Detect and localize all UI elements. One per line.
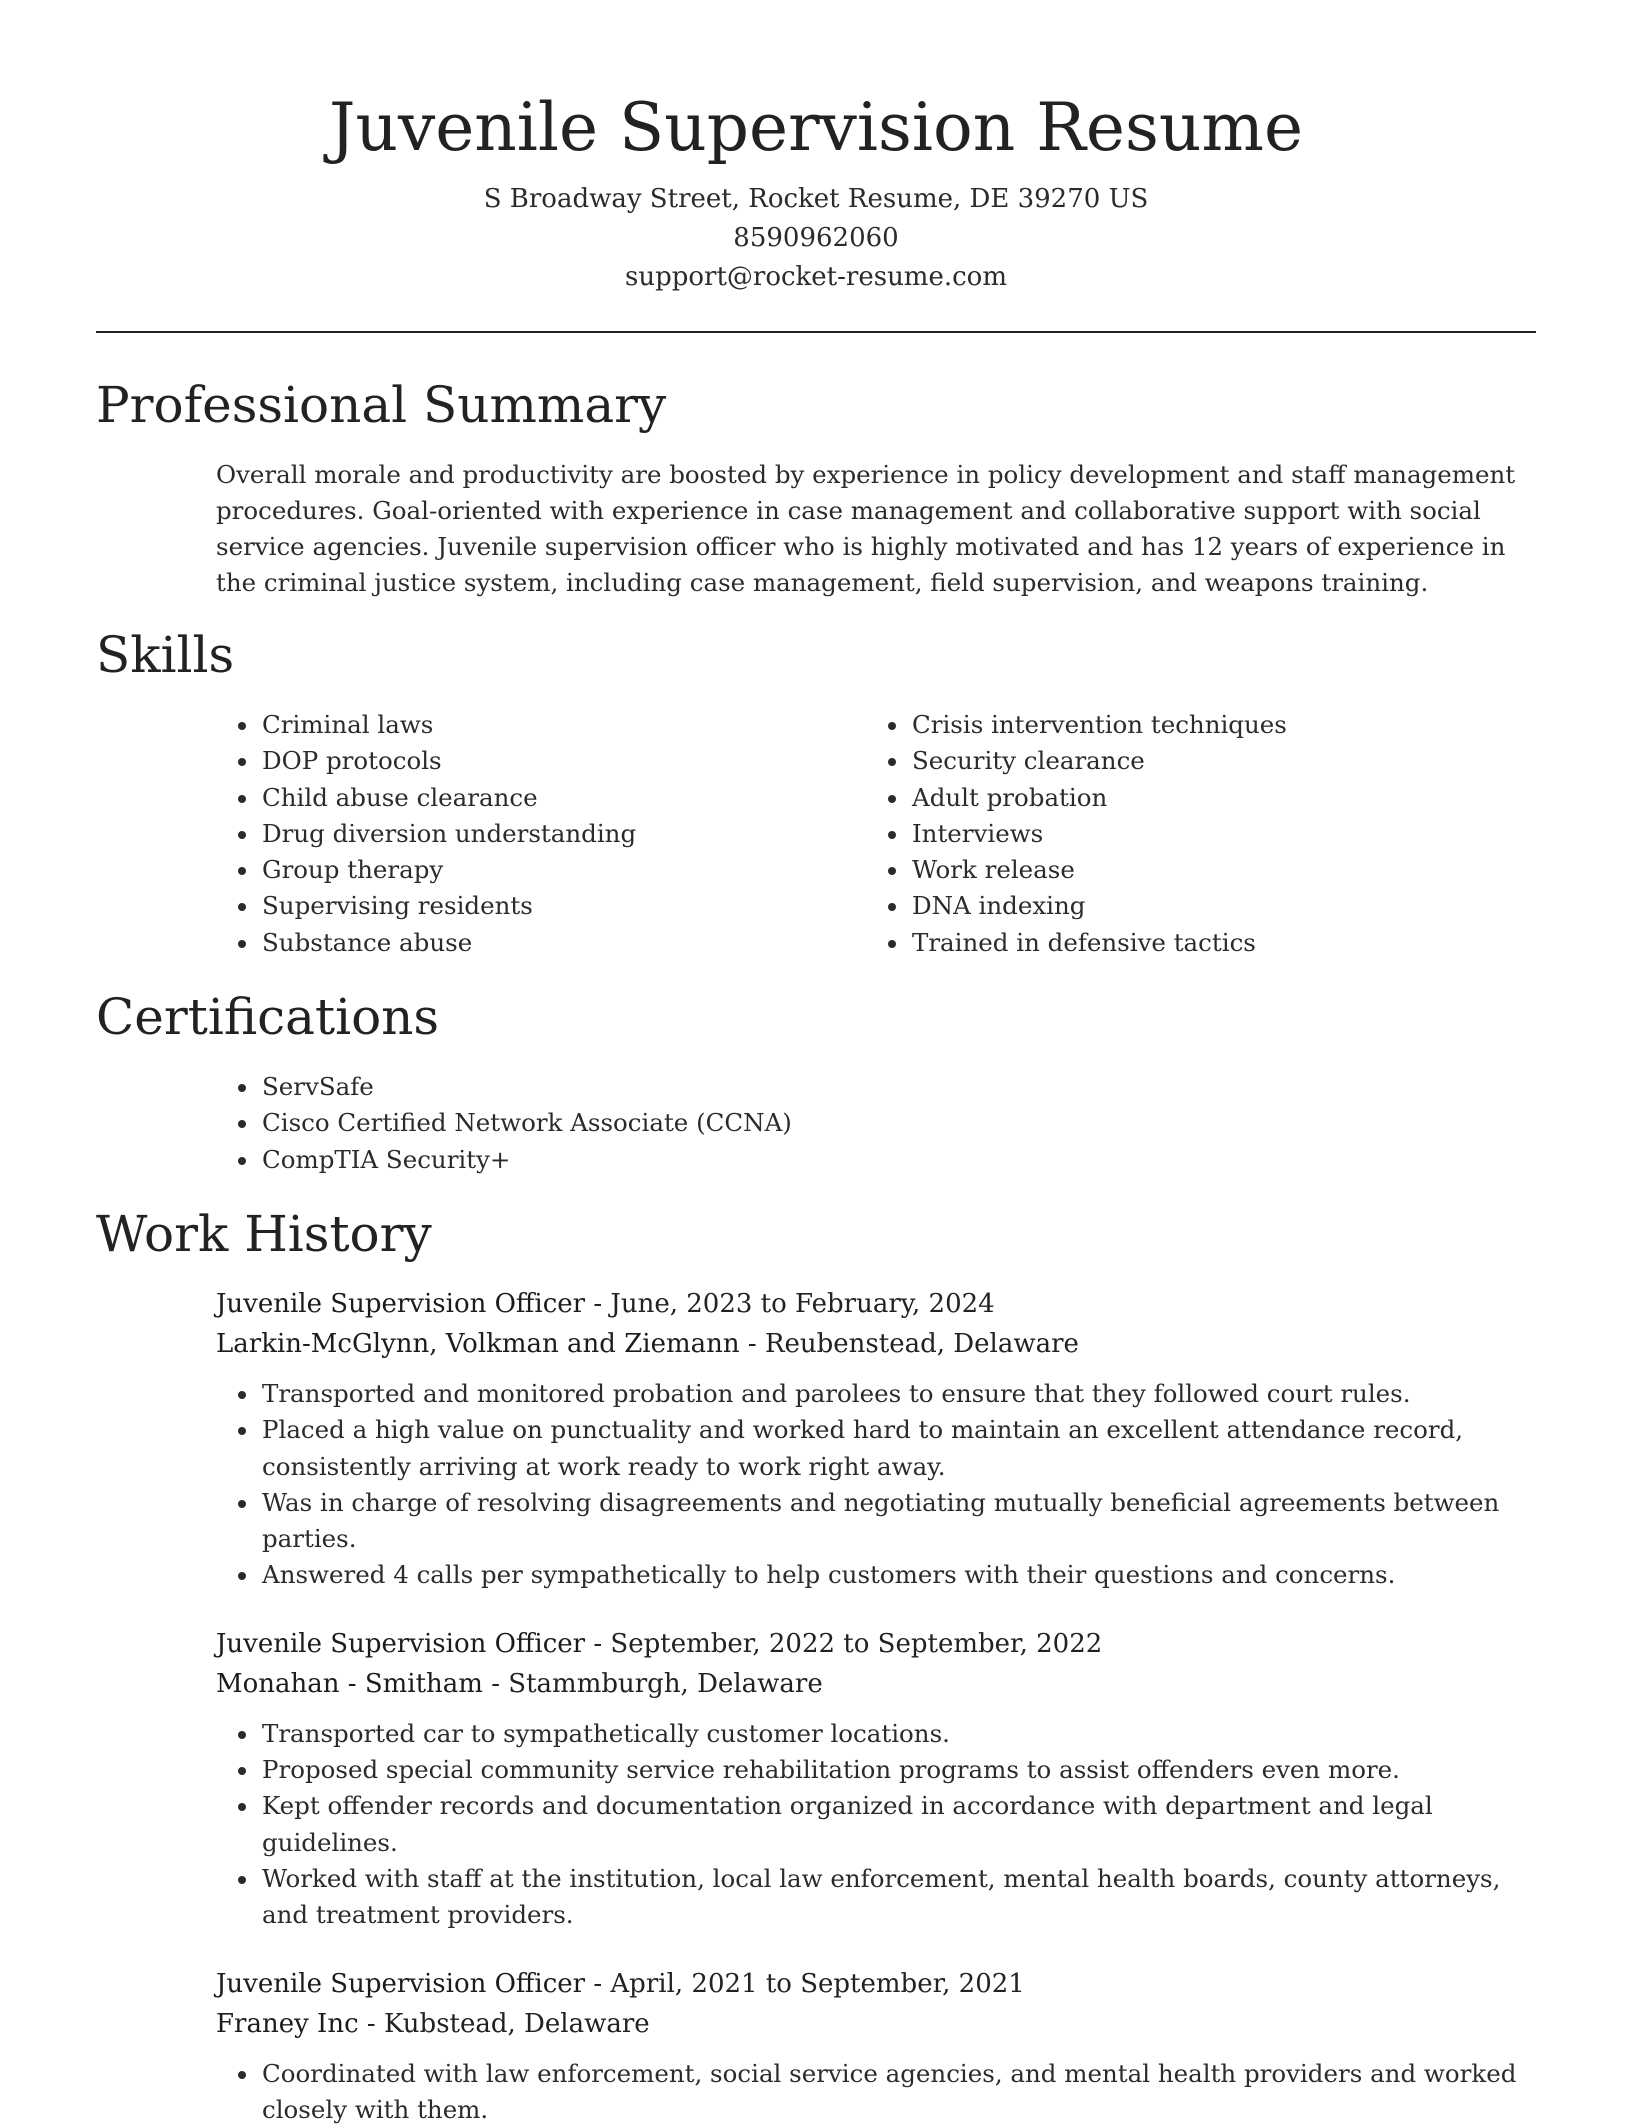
job-role: Juvenile Supervision Officer — [216, 1628, 586, 1659]
skill-item: • Interviews — [910, 816, 1510, 852]
resume-title: Juvenile Supervision Resume — [328, 89, 1303, 166]
resume-header — [96, 0, 1536, 297]
skills-columns — [96, 707, 1536, 961]
certification-item: • ServSafe — [260, 1069, 1536, 1105]
skill-item: • Group therapy — [260, 852, 746, 888]
job-company-line — [216, 2004, 1536, 2044]
job-entry — [96, 1284, 1536, 1594]
skills-list-left — [96, 707, 746, 961]
skill-item: • Trained in defensive tactics — [910, 925, 1510, 961]
job-company: Franey Inc — [216, 2008, 359, 2039]
job-role: Juvenile Supervision Officer — [216, 1968, 586, 1999]
contact-email: support@rocket-resume.com — [624, 262, 1007, 292]
skill-item: • Supervising residents — [260, 888, 746, 924]
job-entry — [96, 1964, 1536, 2128]
job-bullet: • Coordinated with law enforcement, social service agencies, and mental health providers and worked closely with them. — [260, 2056, 1536, 2128]
job-bullets — [96, 2056, 1536, 2128]
job-dates: - September, 2022 to September, 2022 — [585, 1628, 1103, 1659]
skill-item: • Drug diversion understanding — [260, 816, 746, 852]
skill-item: • DNA indexing — [910, 888, 1510, 924]
skill-item: • Child abuse clearance — [260, 780, 746, 816]
contact-phone: 8590962060 — [733, 223, 899, 253]
work-history-section — [96, 1202, 1536, 2128]
job-bullet: • Kept offender records and documentation organized in accordance with department and legal guidelines. — [260, 1788, 1536, 1861]
certifications-heading: Certifications — [96, 988, 440, 1047]
job-company: Larkin-McGlynn, Volkman and Ziemann — [216, 1328, 740, 1359]
certification-item: • CompTIA Security+ — [260, 1142, 1536, 1178]
summary-heading: Professional Summary — [96, 376, 667, 434]
skill-item: • Crisis intervention techniques — [910, 707, 1510, 743]
skills-heading: Skills — [96, 626, 235, 684]
job-dates: - June, 2023 to February, 2024 — [585, 1288, 995, 1319]
job-bullet: • Was in charge of resolving disagreements and negotiating mutually beneficial agreements between parties. — [260, 1485, 1536, 1558]
job-bullet: • Worked with staff at the institution, local law enforcement, mental health boards, county attorneys, and treatment providers. — [260, 1861, 1536, 1934]
skill-item: • Criminal laws — [260, 707, 746, 743]
job-bullet: • Transported and monitored probation and parolees to ensure that they followed court rules. — [260, 1376, 1536, 1412]
skill-item: • DOP protocols — [260, 743, 746, 779]
job-role: Juvenile Supervision Officer — [216, 1288, 586, 1319]
job-location: - Reubenstead, Delaware — [739, 1328, 1079, 1359]
job-bullet: • Transported car to sympathetically customer locations. — [260, 1716, 1536, 1752]
summary-text: Overall morale and productivity are boosted by experience in policy development and staff management procedures. Goal-oriented with experience in case management and collaborative support with social service agencies. Juvenile supervision officer who is highly motivated and has 12 years of experience in the criminal justice system, including case management, field supervision, and weapons training. — [216, 460, 1516, 597]
skills-list-right — [746, 707, 1510, 961]
job-bullets — [96, 1376, 1536, 1594]
job-location: - Kubstead, Delaware — [358, 2008, 650, 2039]
job-bullet: • Answered 4 calls per sympathetically to help customers with their questions and concerns. — [260, 1557, 1536, 1593]
work-history-heading: Work History — [96, 1204, 432, 1263]
certifications-section — [96, 985, 1536, 1178]
contact-block — [96, 180, 1536, 297]
contact-address: S Broadway Street, Rocket Resume, DE 39270 US — [483, 184, 1149, 214]
skill-item: • Substance abuse — [260, 925, 746, 961]
skill-item: • Work release — [910, 852, 1510, 888]
summary-section — [96, 373, 1536, 601]
job-bullet: • Placed a high value on punctuality and worked hard to maintain an excellent attendance record, consistently arriving at work ready to work right away. — [260, 1412, 1536, 1485]
skill-item: • Security clearance — [910, 743, 1510, 779]
job-company: Monahan - Smitham — [216, 1668, 483, 1699]
job-title-line — [216, 1624, 1536, 1664]
certifications-list — [96, 1069, 1536, 1178]
job-title-line — [216, 1284, 1536, 1324]
skills-section — [96, 623, 1536, 961]
job-location: - Stammburgh, Delaware — [482, 1668, 823, 1699]
job-company-line — [216, 1664, 1536, 1704]
certification-item: • Cisco Certified Network Associate (CCNA) — [260, 1105, 1536, 1141]
job-bullets — [96, 1716, 1536, 1934]
job-entry — [96, 1624, 1536, 1934]
job-title-line — [216, 1964, 1536, 2004]
skill-item: • Adult probation — [910, 780, 1510, 816]
job-bullet: • Proposed special community service rehabilitation programs to assist offenders even more. — [260, 1752, 1536, 1788]
resume-page — [96, 0, 1536, 2128]
job-company-line — [216, 1324, 1536, 1364]
job-dates: - April, 2021 to September, 2021 — [585, 1968, 1025, 1999]
header-divider — [96, 331, 1536, 333]
